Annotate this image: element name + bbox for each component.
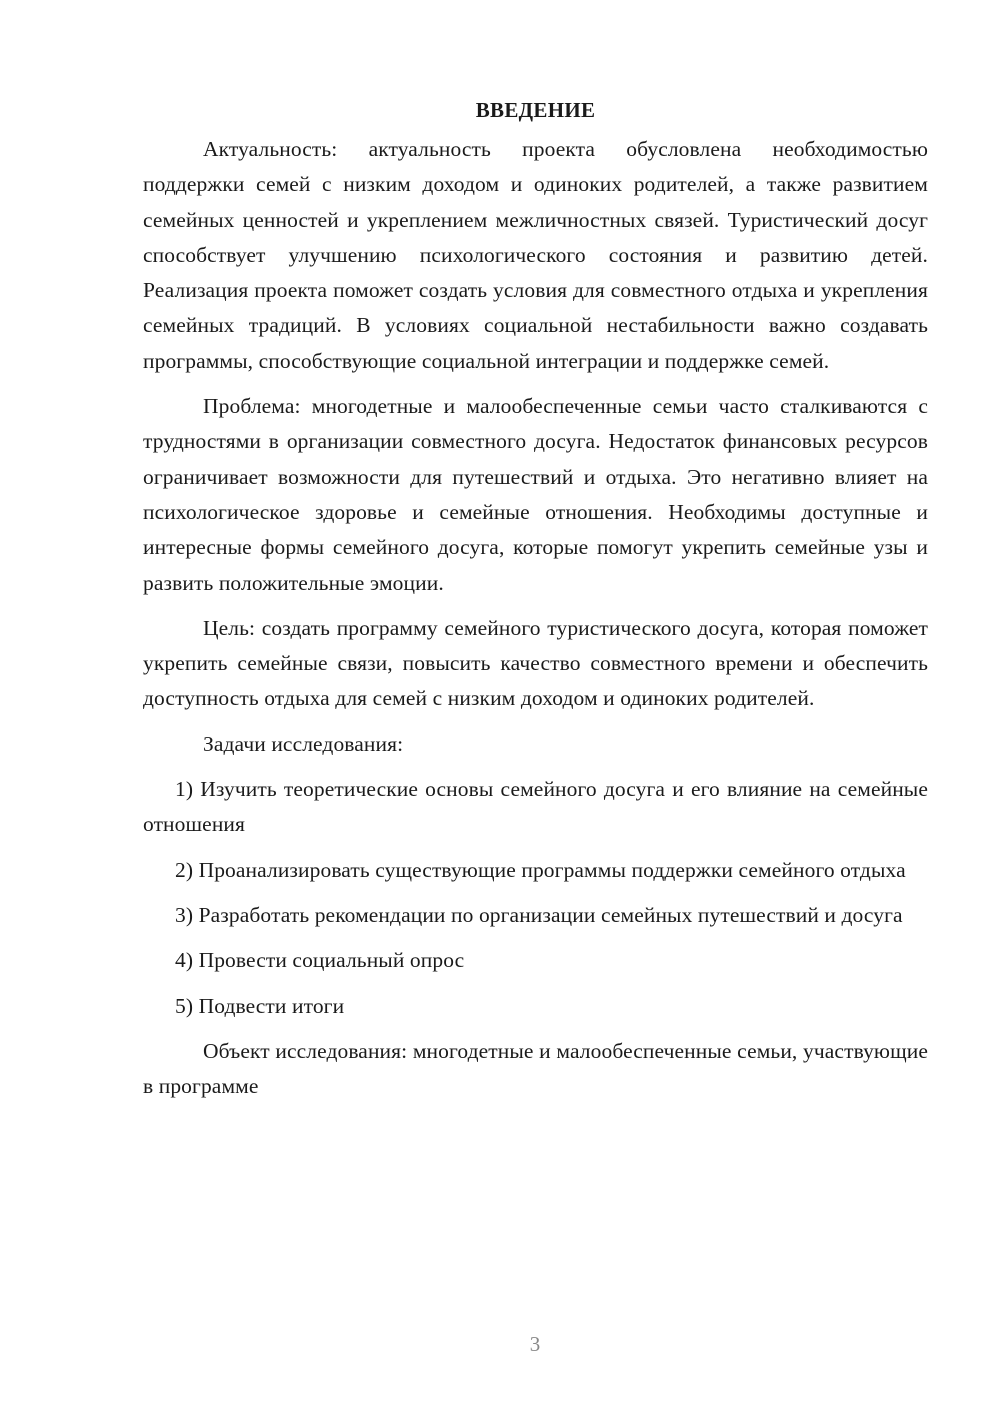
paragraph-relevance: Актуальность: актуальность проекта обусловлена необходимостью поддержки семей с низким доходом и одиноких родителей, а также развитием семейных ценностей и укреплением межличностных связей. Туристический досуг способствует улучшению психологического состояния и развитию детей. Реализация проекта поможет создать условия для совместного отдыха и укрепления семейных традиций. В условиях социальной нестабильности важно создавать программы, способствующие социальной интеграции и поддержке семей. <box>143 137 928 373</box>
paragraph-object: Объект исследования: многодетные и малообеспеченные семьи, участвующие в программе <box>143 1038 928 1099</box>
tasks-heading: Задачи исследования: <box>203 731 404 756</box>
page-title: ВВЕДЕНИЕ <box>475 98 596 122</box>
task-item-3: 3) Разработать рекомендации по организации семейных путешествий и досуга <box>175 902 903 927</box>
paragraph-goal: Цель: создать программу семейного туристического досуга, которая поможет укрепить семейные связи, повысить качество совместного времени и обеспечить доступность отдыха для семей с низким доходом и одиноких родителей. <box>143 615 928 711</box>
task-item-2: 2) Проанализировать существующие программы поддержки семейного отдыха <box>175 857 906 882</box>
task-item-4: 4) Провести социальный опрос <box>175 948 465 973</box>
document-page <box>143 92 928 1114</box>
paragraph-problem: Проблема: многодетные и малообеспеченные семьи часто сталкиваются с трудностями в организации совместного досуга. Недостаток финансовых ресурсов ограничивает возможности для путешествий и отдыха. Это негативно влияет на психологическое здоровье и семейные отношения. Необходимы доступные и интересные формы семейного досуга, которые помогут укрепить семейные узы и развить положительные эмоции. <box>143 394 928 595</box>
task-item-5: 5) Подвести итоги <box>175 993 345 1018</box>
page-number: 3 <box>529 1332 541 1356</box>
task-item-1: 1) Изучить теоретические основы семейного досуга и его влияние на семейные отношения <box>143 777 928 837</box>
